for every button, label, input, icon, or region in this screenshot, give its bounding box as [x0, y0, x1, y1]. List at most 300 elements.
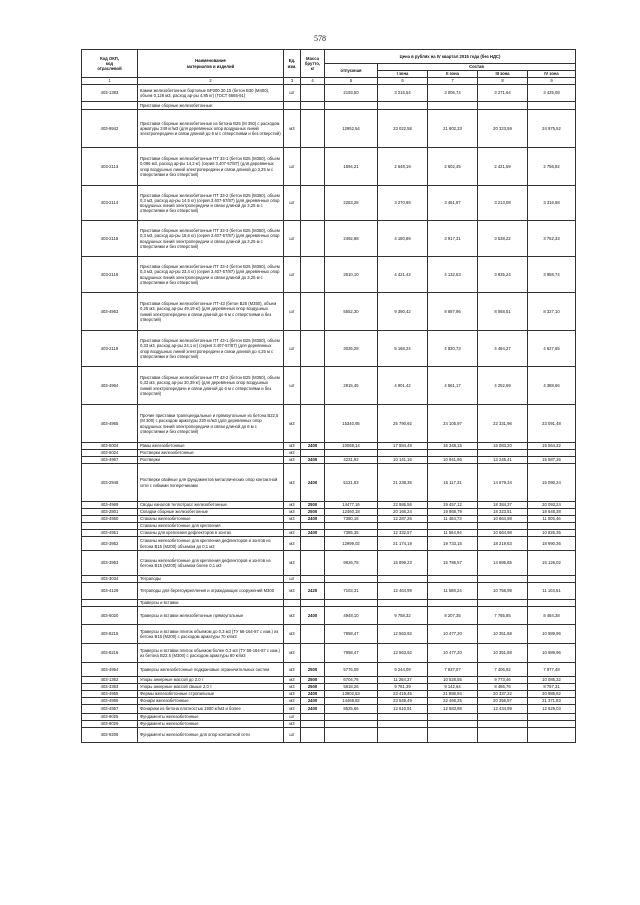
row-name: Траверсы и вставки плиток объемом до 0,3 м3 (ТУ 66-164-87 с изм.) из бетона В15 (М200) с расходом арматуры 70 кг/м3	[138, 625, 284, 644]
table-row	[82, 576, 576, 583]
table-row	[82, 537, 576, 551]
table-row	[82, 551, 576, 576]
row-code: 403-2114	[82, 186, 138, 221]
row-release-price: 9626,78	[325, 551, 378, 576]
table-row	[82, 405, 576, 443]
table-row	[82, 663, 576, 677]
row-zone-2-price: 15 786,57	[428, 551, 478, 576]
table-row	[82, 221, 576, 257]
table-row	[82, 110, 576, 148]
row-zone-4-price: 2 756,92	[528, 148, 576, 186]
row-unit: м3	[284, 405, 301, 443]
row-zone-1-price	[378, 450, 428, 457]
row-zone-4-price: 8 757,31	[528, 684, 576, 691]
row-mass: 2400	[301, 516, 325, 523]
row-zone-3-price: 15 083,20	[478, 443, 528, 450]
row-code: 403-4963	[82, 293, 138, 331]
row-code: 403-3034	[82, 576, 138, 583]
row-mass: 2400	[301, 705, 325, 714]
row-zone-2-price: 11 588,24	[428, 583, 478, 600]
row-zone-2-price	[428, 714, 478, 721]
row-unit: шт	[284, 367, 301, 405]
row-mass: 2400	[301, 698, 325, 705]
row-code	[82, 523, 138, 530]
row-zone-1-price: 12 287,26	[378, 516, 428, 523]
row-unit: м3	[284, 607, 301, 625]
column-index: 1	[82, 78, 138, 85]
row-mass: 2400	[301, 607, 325, 625]
row-zone-4-price	[528, 450, 576, 457]
row-zone-3-price: 7 406,92	[478, 663, 528, 677]
row-zone-3-price: 4 484,27	[478, 331, 528, 367]
row-zone-2-price: 11 564,94	[428, 530, 478, 537]
row-zone-4-price: 15 090,24	[528, 464, 576, 502]
row-zone-3-price: 18 219,63	[478, 537, 528, 551]
row-mass	[301, 644, 325, 663]
table-row	[82, 607, 576, 625]
row-name: Ростверки свайные для фундаментов металлических опор контактной сети с гибкими поперечинами	[138, 464, 284, 502]
row-zone-4-price: 21 371,83	[528, 698, 576, 705]
row-zone-3-price: 10 664,98	[478, 530, 528, 537]
header-mass: Масса брутто, кг	[301, 50, 325, 78]
column-index: 3	[284, 78, 301, 85]
row-zone-2-price: 4 830,73	[428, 331, 478, 367]
row-zone-1-price: 12 332,57	[378, 530, 428, 537]
row-zone-3-price	[478, 600, 528, 607]
row-mass: 2500	[301, 663, 325, 677]
row-release-price: 10069,14	[325, 443, 378, 450]
row-zone-3-price: 13 245,41	[478, 457, 528, 464]
row-release-price: 8525,66	[325, 705, 378, 714]
row-mass: 2500	[301, 677, 325, 684]
row-zone-2-price: 8 207,35	[428, 607, 478, 625]
row-zone-4-price: 3 316,58	[528, 186, 576, 221]
row-zone-3-price	[478, 523, 528, 530]
row-name: Приставки сборные железобетонные:	[138, 102, 284, 110]
row-name: Приставки сборные железобетонные ПТ 33-2 (бетон В25 (М350), объем 0,3 м3, расход ар-ры 14,5 кг) (серия 3.407-57/87) (для деревянных опор воздушных линий электропередачи и связи длиной до 3,25 м с отверстиями и без отверстий)	[138, 186, 284, 221]
row-unit: шт	[284, 148, 301, 186]
row-code: 403-4956	[82, 698, 138, 705]
row-unit: м3	[284, 450, 301, 457]
row-name: Ростверки	[138, 457, 284, 464]
row-mass	[301, 523, 325, 530]
row-mass	[301, 221, 325, 257]
row-unit: шт	[284, 728, 301, 743]
table-row	[82, 530, 576, 537]
row-unit: м3	[284, 625, 301, 644]
row-zone-3-price: 2 421,59	[478, 148, 528, 186]
row-mass	[301, 148, 325, 186]
table-row	[82, 367, 576, 405]
row-zone-4-price: 10 989,96	[528, 625, 576, 644]
row-mass	[301, 600, 325, 607]
row-unit: м3	[284, 663, 301, 677]
row-code: 403-2801	[82, 509, 138, 516]
row-unit	[284, 102, 301, 110]
row-code: 403-4957	[82, 705, 138, 714]
row-unit: м3	[284, 698, 301, 705]
row-release-price: 2492,88	[325, 221, 378, 257]
table-row	[82, 502, 576, 509]
row-zone-4-price: 3 958,74	[528, 257, 576, 293]
row-unit: м3	[284, 705, 301, 714]
row-mass	[301, 576, 325, 583]
row-zone-2-price: 7 837,07	[428, 663, 478, 677]
row-code	[82, 600, 138, 607]
row-zone-4-price: 23 091,48	[528, 405, 576, 443]
column-index: 7	[428, 78, 478, 85]
table-row	[82, 677, 576, 684]
row-code: 403-9025	[82, 714, 138, 721]
row-code: 403-3363	[82, 684, 138, 691]
row-name: Фонарики из бетона плотностью 1900 кг/м3 и более	[138, 705, 284, 714]
row-release-price: 7958,47	[325, 625, 378, 644]
row-mass: 2400	[301, 530, 325, 537]
row-zone-2-price	[428, 728, 478, 743]
row-zone-1-price: 21 174,19	[378, 537, 428, 551]
row-zone-2-price: 10 941,66	[428, 457, 478, 464]
row-code	[82, 102, 138, 110]
row-zone-2-price	[428, 450, 478, 457]
row-zone-3-price: 3 835,24	[478, 257, 528, 293]
row-name: Стаканы железобетонные для крепления дефлекторов и зонтов из бетона В15 (М200) объемом более 0,1 м3	[138, 551, 284, 576]
row-release-price: 5552,30	[325, 293, 378, 331]
row-mass: 2400	[301, 443, 325, 450]
row-mass	[301, 85, 325, 102]
row-code: 403-2116	[82, 257, 138, 293]
row-zone-3-price: 14 695,65	[478, 551, 528, 576]
row-zone-4-price: 10 085,32	[528, 677, 576, 684]
row-zone-3-price: 10 664,98	[478, 516, 528, 523]
row-name: Фундаменты железобетонные	[138, 714, 284, 721]
row-zone-4-price: 20 986,62	[528, 691, 576, 698]
row-code: 403-8216	[82, 644, 138, 663]
header-code: Код ОКП, код отраслевой	[82, 50, 138, 78]
row-zone-1-price: 3 215,54	[378, 85, 428, 102]
column-index: 9	[528, 78, 576, 85]
row-zone-2-price	[428, 721, 478, 728]
row-zone-3-price	[478, 714, 528, 721]
header-unit: Ед. изм.	[284, 50, 301, 78]
row-mass	[301, 721, 325, 728]
row-zone-1-price: 2 648,19	[378, 148, 428, 186]
row-mass	[301, 257, 325, 293]
row-zone-3-price: 3 213,08	[478, 186, 528, 221]
row-code: 403-2115	[82, 221, 138, 257]
row-release-price: 14477,16	[325, 502, 378, 509]
row-name: Складки сборные железобетонные	[138, 509, 284, 516]
row-unit: м3	[284, 684, 301, 691]
row-unit: м3	[284, 551, 301, 576]
row-release-price: 2915,45	[325, 367, 378, 405]
row-name: Тетраподы	[138, 576, 284, 583]
row-unit: шт	[284, 186, 301, 221]
row-name: Стаканы для крепления дефлекторов в зонтах	[138, 530, 284, 537]
row-zone-1-price	[378, 728, 428, 743]
row-name: Фундаменты железобетонные для опор контактной сети	[138, 728, 284, 743]
row-release-price	[325, 600, 378, 607]
price-table	[81, 49, 576, 743]
row-release-price	[325, 728, 378, 743]
row-mass: 2500	[301, 509, 325, 516]
header-zone-1: I зона	[378, 71, 428, 78]
row-name: Тетраподы для берегоукрепления и ограждающих сооружений М300	[138, 583, 284, 600]
row-unit: шт	[284, 293, 301, 331]
row-zone-3-price: 4 252,69	[478, 367, 528, 405]
row-name: Приставки сборные железобетонные из бетона В25 (М 350) с расходом арматуры 249 кг/м3 (для деревянных опор воздушных линий электропередачи и связи длиной до 6 м с отверстиями и без отверстий)	[138, 110, 284, 148]
row-name: Своды каналов теплотрасс железобетонные	[138, 502, 284, 509]
row-unit: м3	[284, 443, 301, 450]
row-zone-2-price: 12 583,88	[428, 705, 478, 714]
row-mass: 2420	[301, 583, 325, 600]
row-zone-2-price: 19 868,79	[428, 509, 478, 516]
row-code: 403-1383	[82, 85, 138, 102]
row-zone-1-price: 9 244,09	[378, 663, 428, 677]
row-unit	[284, 523, 301, 530]
row-zone-1-price: 25 790,92	[378, 405, 428, 443]
row-zone-1-price: 21 238,35	[378, 464, 428, 502]
row-mass	[301, 625, 325, 644]
row-mass: 2400	[301, 691, 325, 698]
row-code: 403-9026	[82, 721, 138, 728]
row-zone-2-price: 11 484,73	[428, 516, 478, 523]
row-name: Прочие приставки трапецеидальные и прямоугольные из бетона В22,5 (М 300) с расходом арматуры 220 кг/м3 (для деревянных опор воздушных линий электропередачи и связи длиной до 6 м с отверстиями и без отверстий)	[138, 405, 284, 443]
row-zone-1-price	[378, 102, 428, 110]
table-row	[82, 691, 576, 698]
table-row	[82, 450, 576, 457]
row-release-price	[325, 714, 378, 721]
row-code: 403-4967	[82, 457, 138, 464]
row-name: Фермы железобетонные стропильные	[138, 691, 284, 698]
row-zone-2-price: 10 528,55	[428, 677, 478, 684]
row-name: Траверсы и вставки железобетонные прямоугольные	[138, 607, 284, 625]
row-zone-1-price: 5 168,24	[378, 331, 428, 367]
row-code: 403-9942	[82, 110, 138, 148]
table-row	[82, 85, 576, 102]
row-zone-1-price	[378, 721, 428, 728]
row-zone-4-price	[528, 728, 576, 743]
row-zone-2-price: 3 917,31	[428, 221, 478, 257]
row-zone-1-price: 23 549,49	[378, 698, 428, 705]
row-name: Упоры анкерные массой свыше 2,0 т	[138, 684, 284, 691]
header-zone-2: II зона	[428, 71, 478, 78]
row-zone-4-price: 3 425,08	[528, 85, 576, 102]
row-name: Приставки сборные железобетонные ПТ 43-2 (бетон В25 (М350), объем 0,33 м3, расход ар-ры 30,39 кг) (для деревянных опор воздушных линий электропередачи и связи длиной до 6 м с отверстиями и без отверстий)	[138, 367, 284, 405]
table-row	[82, 509, 576, 516]
row-release-price: 7958,47	[325, 644, 378, 663]
row-zone-3-price: 10 758,98	[478, 583, 528, 600]
row-zone-1-price: 11 264,37	[378, 677, 428, 684]
row-mass	[301, 102, 325, 110]
row-release-price	[325, 450, 378, 457]
row-unit: шт	[284, 331, 301, 367]
row-mass	[301, 367, 325, 405]
column-index: 2	[138, 78, 284, 85]
row-release-price: 2610,10	[325, 257, 378, 293]
row-zone-3-price: 10 351,68	[478, 644, 528, 663]
row-zone-4-price: 8 327,10	[528, 293, 576, 331]
row-code: 403-5020	[82, 607, 138, 625]
row-zone-4-price	[528, 714, 576, 721]
row-zone-1-price: 15 899,23	[378, 551, 428, 576]
row-zone-4-price: 7 977,48	[528, 663, 576, 677]
row-zone-3-price: 20 337,22	[478, 691, 528, 698]
row-name: Фонари железобетонные	[138, 698, 284, 705]
row-zone-3-price: 8 486,76	[478, 684, 528, 691]
row-zone-2-price	[428, 523, 478, 530]
row-mass	[301, 293, 325, 331]
row-name: Траверсы железобетонные подкрановые ограничительных систем	[138, 663, 284, 677]
row-code: 403-3952	[82, 537, 138, 551]
row-code: 403-4965	[82, 405, 138, 443]
row-release-price: 13902,53	[325, 691, 378, 698]
row-mass	[301, 331, 325, 367]
row-zone-4-price: 18 990,36	[528, 537, 576, 551]
row-zone-1-price: 12 563,92	[378, 644, 428, 663]
header-composition: Состав	[378, 64, 576, 71]
row-zone-4-price	[528, 523, 576, 530]
table-row	[82, 331, 576, 367]
row-name: Стаканы железобетонные для крепления	[138, 523, 284, 530]
row-code: 403-2119	[82, 331, 138, 367]
row-unit: шт	[284, 221, 301, 257]
row-zone-3-price: 20 323,59	[478, 110, 528, 148]
row-zone-1-price: 12 464,99	[378, 583, 428, 600]
row-zone-4-price: 10 826,35	[528, 530, 576, 537]
row-zone-2-price: 9 142,64	[428, 684, 478, 691]
row-zone-1-price	[378, 523, 428, 530]
row-unit: м3	[284, 464, 301, 502]
row-zone-2-price: 21 802,33	[428, 110, 478, 148]
row-zone-4-price: 3 752,33	[528, 221, 576, 257]
row-release-price	[325, 102, 378, 110]
row-release-price	[325, 576, 378, 583]
row-mass	[301, 186, 325, 221]
table-row	[82, 102, 576, 110]
row-unit: м3	[284, 110, 301, 148]
header-release: отпускная	[325, 64, 378, 78]
row-zone-1-price: 23 022,58	[378, 110, 428, 148]
row-release-price	[325, 523, 378, 530]
row-unit: м3	[284, 583, 301, 600]
row-zone-3-price	[478, 576, 528, 583]
row-zone-2-price: 4 561,17	[428, 367, 478, 405]
column-index: 5	[325, 78, 378, 85]
row-code: 403-4955	[82, 691, 138, 698]
row-zone-4-price: 10 989,96	[528, 644, 576, 663]
row-zone-2-price	[428, 600, 478, 607]
row-zone-4-price: 11 005,46	[528, 516, 576, 523]
row-code: 403-2948	[82, 464, 138, 502]
row-name: Рамы железобетонные	[138, 443, 284, 450]
row-release-price: 12999,02	[325, 537, 378, 551]
row-zone-2-price: 2 602,45	[428, 148, 478, 186]
row-zone-4-price	[528, 102, 576, 110]
row-name: Камни железобетонные бортовые БР300.30.15 (бетон В30 (М400), объем 0,126 м3, расход ар-ры 4,85 кг) (ГОСТ 6665-91)	[138, 85, 284, 102]
row-zone-4-price: 15 126,02	[528, 551, 576, 576]
row-unit: м3	[284, 502, 301, 509]
row-zone-3-price: 10 351,68	[478, 625, 528, 644]
row-release-price: 12952,54	[325, 110, 378, 148]
row-zone-3-price: 18 323,51	[478, 509, 528, 516]
row-zone-1-price: 12 563,92	[378, 625, 428, 644]
column-index: 8	[478, 78, 528, 85]
table-row	[82, 705, 576, 714]
row-zone-4-price: 15 587,26	[528, 457, 576, 464]
table-row	[82, 516, 576, 523]
row-zone-1-price: 4 901,42	[378, 367, 428, 405]
row-zone-2-price: 21 886,94	[428, 691, 478, 698]
row-release-price: 2263,28	[325, 186, 378, 221]
row-name: Приставки сборные железобетонные ПТ 33-4 (бетон В25 (М350), объем 0,3 м3, расход ар-ры 23,4 кг) (серия 3.407-57/87) (для деревянных опор воздушных линий электропередачи и связи длиной до 3,25 м с отверстиями и без отверстий)	[138, 257, 284, 293]
row-zone-1-price	[378, 576, 428, 583]
row-unit: шт	[284, 714, 301, 721]
row-mass	[301, 110, 325, 148]
row-unit: м3	[284, 644, 301, 663]
row-name: Приставки сборные железобетонные ПТ 33-1 (бетон В25 (М350), объем 0,066 м3, расход ар-ры 14,2 кг) (серия 3.407-57/87) (для деревянных опор воздушных линий электропередачи и связи длиной до 3,25 м с отверстиями и без отверстий)	[138, 148, 284, 186]
table-row	[82, 443, 576, 450]
row-zone-3-price: 14 679,34	[478, 464, 528, 502]
row-release-price: 2193,50	[325, 85, 378, 102]
table-row	[82, 464, 576, 502]
row-zone-4-price	[528, 721, 576, 728]
table-row	[82, 457, 576, 464]
row-zone-4-price: 18 648,38	[528, 509, 576, 516]
row-zone-1-price: 9 781,39	[378, 684, 428, 691]
row-unit: м3	[284, 677, 301, 684]
row-code: 403-4129	[82, 583, 138, 600]
row-release-price: 7103,31	[325, 583, 378, 600]
row-unit: м3	[284, 537, 301, 551]
table-row	[82, 721, 576, 728]
table-row	[82, 714, 576, 721]
row-zone-1-price: 4 180,89	[378, 221, 428, 257]
row-release-price: 15340,95	[325, 405, 378, 443]
row-mass: 2400	[301, 457, 325, 464]
row-unit: м3	[284, 721, 301, 728]
row-code: 403-1362	[82, 677, 138, 684]
row-zone-2-price: 3 461,97	[428, 186, 478, 221]
column-index-row	[82, 78, 576, 85]
row-zone-1-price: 12 610,91	[378, 705, 428, 714]
table-row	[82, 728, 576, 743]
row-release-price: 1694,21	[325, 148, 378, 186]
row-zone-3-price: 18 384,37	[478, 502, 528, 509]
row-zone-4-price: 20 093,24	[528, 502, 576, 509]
row-zone-2-price: 10 477,20	[428, 644, 478, 663]
row-code: 403-4950	[82, 516, 138, 523]
row-unit: м3	[284, 516, 301, 523]
row-zone-1-price: 3 270,89	[378, 186, 428, 221]
row-name: Упоры анкерные массой до 2,0 т	[138, 677, 284, 684]
row-zone-1-price: 9 758,32	[378, 607, 428, 625]
row-zone-4-price: 12 629,03	[528, 705, 576, 714]
row-release-price: 5121,53	[325, 464, 378, 502]
row-release-price: 6704,76	[325, 677, 378, 684]
row-zone-2-price: 19 457,12	[428, 502, 478, 509]
row-mass: 2500	[301, 684, 325, 691]
row-release-price: 7380,16	[325, 516, 378, 523]
row-name: Приставки сборные железобетонные ПТ 33-3 (бетон В25 (М350), объем 0,3 м3, расход ар-ры 18,6 кг) (серия 3.407-57/87) (для деревянных опор воздушных линий электропередачи и связи длиной до 3,25 м с отверстиями и без отверстий)	[138, 221, 284, 257]
row-code: 403-4969	[82, 502, 138, 509]
table-row	[82, 148, 576, 186]
row-mass	[301, 714, 325, 721]
row-zone-2-price: 8 687,96	[428, 293, 478, 331]
page-number: 578	[314, 34, 326, 43]
row-zone-3-price: 22 331,96	[478, 405, 528, 443]
row-code: 403-4951	[82, 530, 138, 537]
header-name: Наименование материалов и изделий	[138, 50, 284, 78]
